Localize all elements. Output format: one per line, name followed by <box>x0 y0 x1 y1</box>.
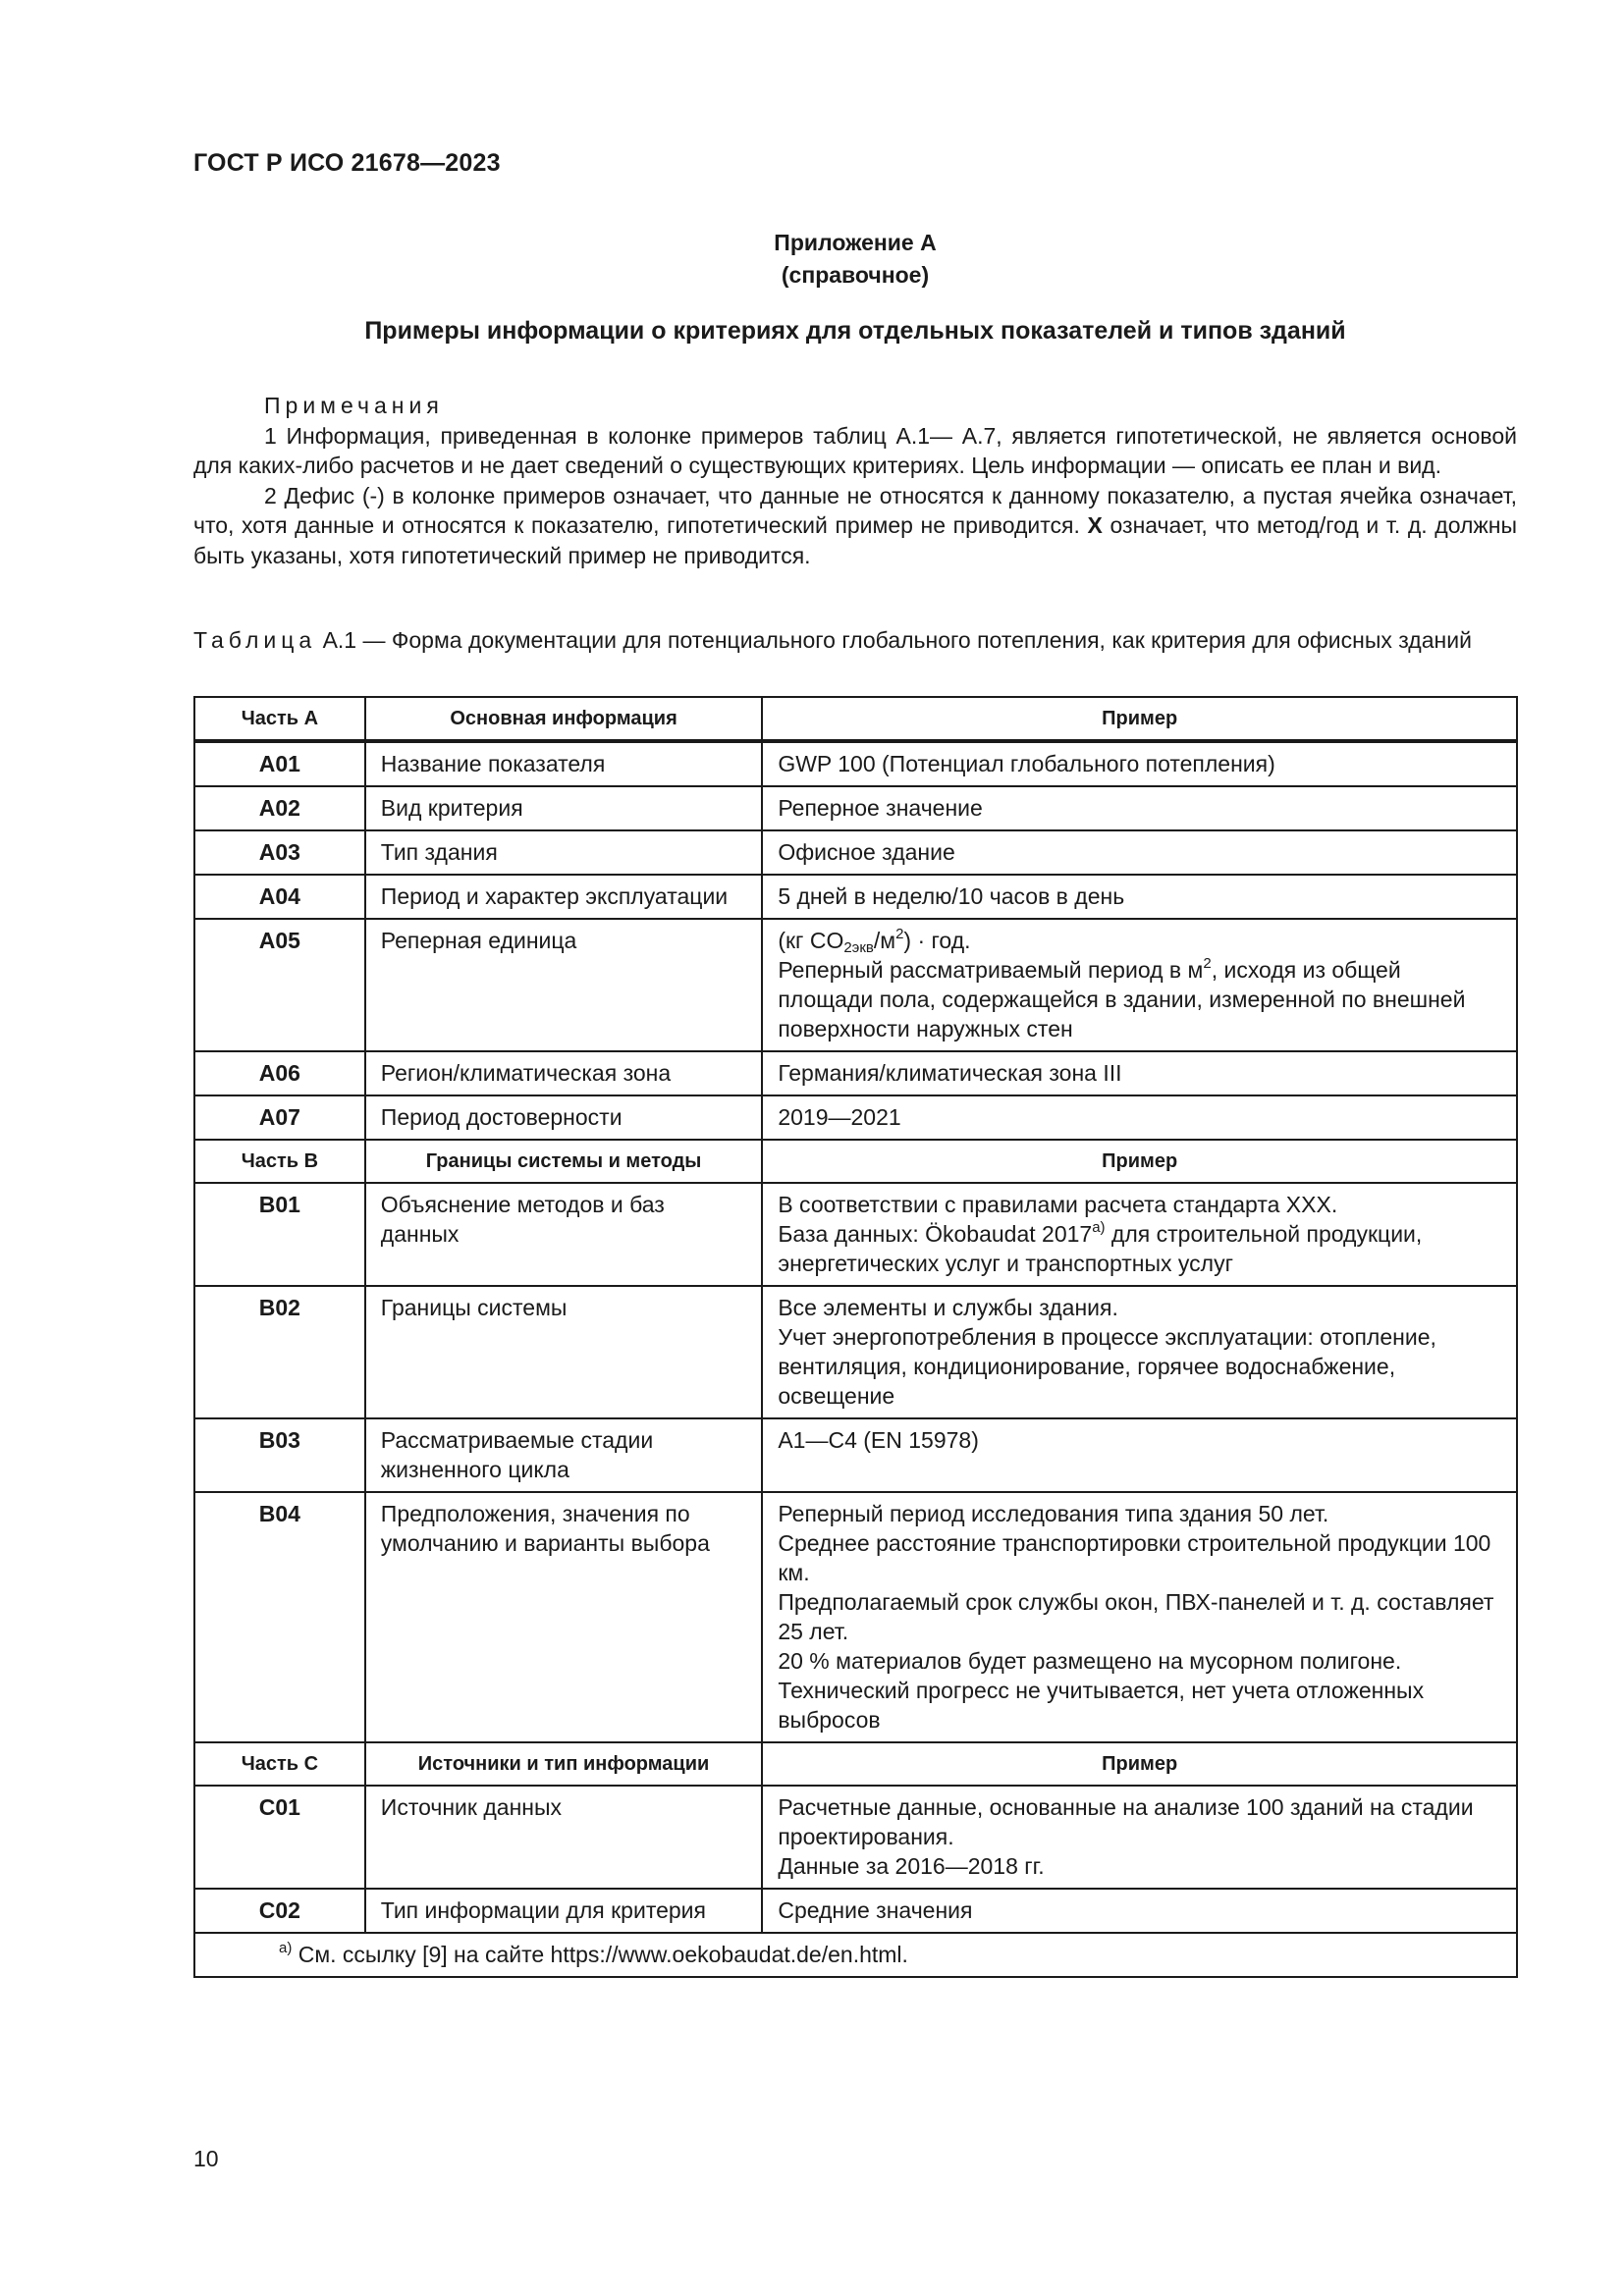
table-row <box>194 1183 1517 1286</box>
row-info: Название показателя <box>365 741 763 786</box>
table-row <box>194 786 1517 830</box>
row-example <box>762 786 1517 830</box>
appendix-title: Примеры информации о критериях для отдельных показателей и типов зданий <box>364 317 1346 345</box>
page-number: 10 <box>193 2146 219 2171</box>
example-line: 5 дней в неделю/10 часов в день <box>778 883 1125 909</box>
row-code: А01 <box>194 741 365 786</box>
row-info: Период достоверности <box>365 1095 763 1140</box>
example-line: 2019—2021 <box>778 1104 901 1130</box>
section-part-cell: Часть А <box>194 697 365 741</box>
table-row <box>194 919 1517 1051</box>
example-line: Средние значения <box>778 1897 973 1923</box>
row-example <box>762 1889 1517 1933</box>
notes-block <box>193 391 1517 570</box>
example-line: В соответствии с правилами расчета стандарта XXX. <box>778 1192 1338 1217</box>
example-line: GWP 100 (Потенциал глобального потепления) <box>778 751 1275 776</box>
example-line: Реперный рассматриваемый период в $м^2$, исходя из общей площади пола, содержащейся в здании, измеренной по внешней поверхности наружных стен <box>778 955 1466 1041</box>
row-code: С02 <box>194 1889 365 1933</box>
criteria-table <box>193 696 1518 1978</box>
row-code: А04 <box>194 875 365 919</box>
row-example <box>762 919 1517 1051</box>
example-line: Реперный период исследования типа здания 50 лет. <box>778 1501 1329 1526</box>
row-code: В01 <box>194 1183 365 1286</box>
example-line: Все элементы и службы здания. <box>778 1295 1118 1320</box>
row-code: С01 <box>194 1786 365 1889</box>
row-info: Вид критерия <box>365 786 763 830</box>
row-example <box>762 1183 1517 1286</box>
row-info: Тип информации для критерия <box>365 1889 763 1933</box>
row-code: В03 <box>194 1418 365 1492</box>
example-line: Офисное здание <box>778 839 955 865</box>
example-line: А1—С4 (EN 15978) <box>778 1427 979 1453</box>
table-row <box>194 1889 1517 1933</box>
section-header-row <box>194 1742 1517 1786</box>
footnote-row <box>194 1933 1517 1977</box>
section-example-header: Пример <box>762 1140 1517 1183</box>
section-info-header: Основная информация <box>365 697 763 741</box>
row-code: А02 <box>194 786 365 830</box>
example-line: Технический прогресс не учитывается, нет учета отложенных выбросов <box>778 1678 1425 1733</box>
row-info: Реперная единица <box>365 919 763 1051</box>
table-row <box>194 1418 1517 1492</box>
example-line: (кг $CO_{2экв}/м^2$) · год. <box>778 926 971 956</box>
table-row <box>194 1492 1517 1742</box>
table-row <box>194 1051 1517 1095</box>
footnote-text: См. ссылку [9] на сайте https://www.oekobaudat.de/en.html. <box>292 1942 908 1967</box>
table-caption <box>193 625 1517 656</box>
section-info-header: Источники и тип информации <box>365 1742 763 1786</box>
table-row <box>194 875 1517 919</box>
example-line: База данных: Ökobaudat 2017$^{a)}$ для строительной продукции, энергетических услуг и транспортных услуг <box>778 1219 1423 1276</box>
row-example <box>762 1051 1517 1095</box>
row-example <box>762 1786 1517 1889</box>
appendix-label: Приложение А <box>774 230 937 255</box>
footnote-ref: a) <box>1092 1219 1106 1236</box>
table-row <box>194 741 1517 786</box>
row-info: Период и характер эксплуатации <box>365 875 763 919</box>
section-example-header: Пример <box>762 1742 1517 1786</box>
note-2: 2 Дефис (-) в колонке примеров означает, что данные не относятся к данному показателю, а пустая ячейка означает, что, хотя данные и относятся к показателю, гипотетический пример не приводится. X означает, что метод/год и т. д. должны быть указаны, хотя гипотетический пример не приводится. <box>193 482 1518 568</box>
document-header: ГОСТ Р ИСО 21678—2023 <box>193 149 501 177</box>
section-header-row <box>194 697 1517 741</box>
row-example <box>762 1095 1517 1140</box>
row-code: А03 <box>194 830 365 875</box>
table-caption-label: Таблица <box>193 627 317 653</box>
appendix-type: (справочное) <box>781 262 930 288</box>
section-part-cell: Часть В <box>194 1140 365 1183</box>
row-info: Регион/климатическая зона <box>365 1051 763 1095</box>
row-example <box>762 875 1517 919</box>
example-line: Учет энергопотребления в процессе эксплуатации: отопление, вентиляция, кондиционирование, горячее водоснабжение, освещение <box>778 1324 1436 1409</box>
note-2-bold-mark: X <box>1087 512 1103 538</box>
row-info: Предположения, значения по умолчанию и варианты выбора <box>365 1492 763 1742</box>
row-info: Источник данных <box>365 1786 763 1889</box>
example-line: Данные за 2016—2018 гг. <box>778 1853 1045 1879</box>
table-row <box>194 1095 1517 1140</box>
row-code: А07 <box>194 1095 365 1140</box>
example-line: 20 % материалов будет размещено на мусорном полигоне. <box>778 1648 1402 1674</box>
appendix-heading <box>193 227 1517 292</box>
table-footnote <box>194 1933 1517 1977</box>
note-1: 1 Информация, приведенная в колонке примеров таблиц А.1— А.7, является гипотетической, не является основой для каких-либо расчетов и не дает сведений о существующих критериях. Цель информации — описать ее план и вид. <box>193 422 1517 478</box>
table-row <box>194 1286 1517 1418</box>
example-line: Среднее расстояние транспортировки строительной продукции 100 км. <box>778 1530 1491 1585</box>
example-line: Расчетные данные, основанные на анализе 100 зданий на стадии проектирования. <box>778 1794 1474 1849</box>
row-info: Объяснение методов и баз данных <box>365 1183 763 1286</box>
row-example <box>762 1286 1517 1418</box>
notes-heading: Примечания <box>264 393 444 418</box>
footnote-mark: a) <box>279 1940 293 1956</box>
row-code: В04 <box>194 1492 365 1742</box>
section-part-cell: Часть С <box>194 1742 365 1786</box>
row-code: А06 <box>194 1051 365 1095</box>
example-line: Предполагаемый срок службы окон, ПВХ-панелей и т. д. составляет 25 лет. <box>778 1589 1494 1644</box>
row-example <box>762 741 1517 786</box>
row-code: В02 <box>194 1286 365 1418</box>
table-caption-text: А.1 — Форма документации для потенциального глобального потепления, как критерия для офисных зданий <box>322 627 1472 653</box>
example-line: Германия/климатическая зона III <box>778 1060 1122 1086</box>
row-info: Рассматриваемые стадии жизненного цикла <box>365 1418 763 1492</box>
row-example <box>762 1492 1517 1742</box>
section-example-header: Пример <box>762 697 1517 741</box>
row-info: Границы системы <box>365 1286 763 1418</box>
row-info: Тип здания <box>365 830 763 875</box>
table-row <box>194 830 1517 875</box>
section-header-row <box>194 1140 1517 1183</box>
row-example <box>762 830 1517 875</box>
example-line: Реперное значение <box>778 795 983 821</box>
row-example <box>762 1418 1517 1492</box>
table-row <box>194 1786 1517 1889</box>
row-code: А05 <box>194 919 365 1051</box>
section-info-header: Границы системы и методы <box>365 1140 763 1183</box>
